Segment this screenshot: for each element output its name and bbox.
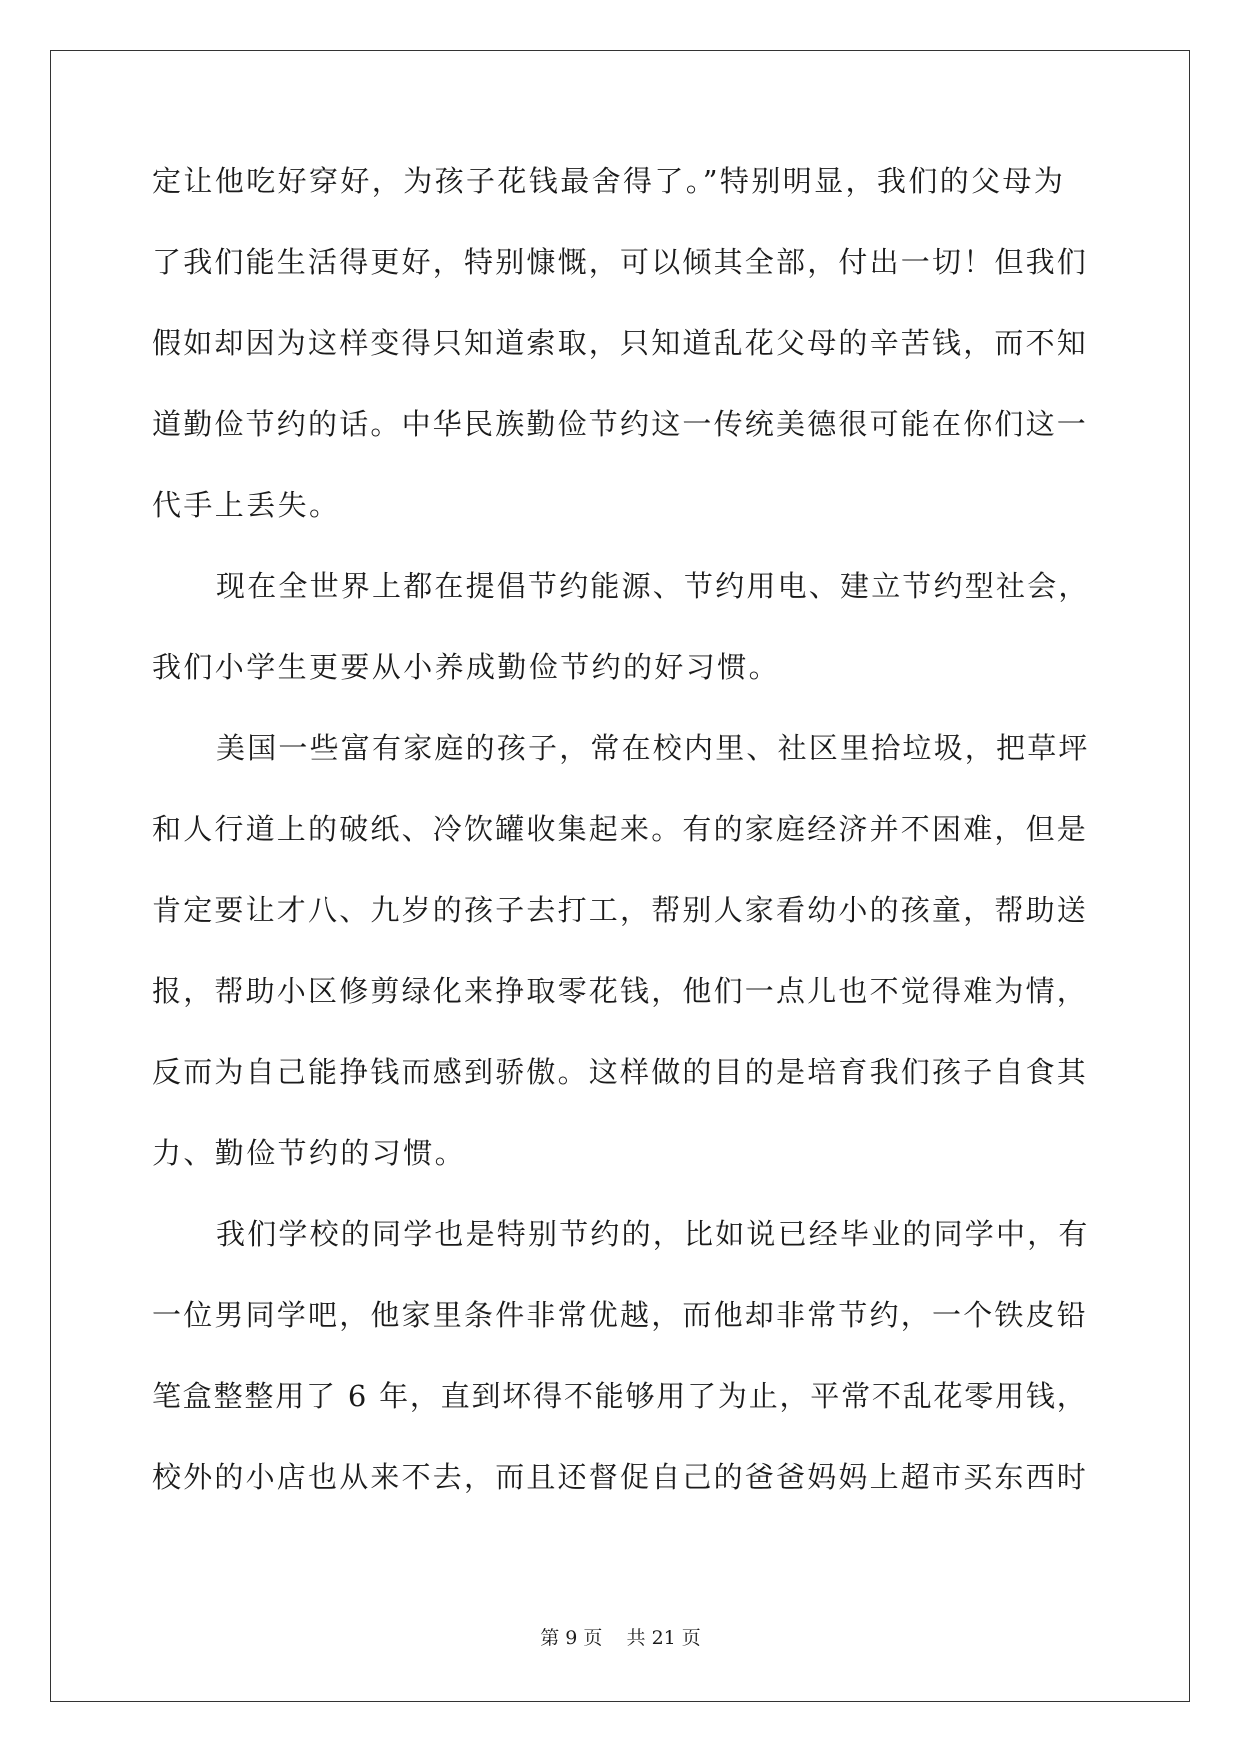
document-body [152, 161, 1092, 1538]
text-line: 现在全世界上都在提倡节约能源、节约用电、建立节约型社会， [216, 569, 1090, 603]
text-line: 笔盒整整用了 6 年，直到坏得不能够用了为止，平常不乱花零用钱， [152, 1379, 1088, 1413]
text-line: 假如却因为这样变得只知道索取，只知道乱花父母的辛苦钱，而不知 [152, 326, 1089, 360]
text-line: 道勤俭节约的话。中华民族勤俭节约这一传统美德很可能在你们这一 [152, 407, 1089, 441]
text-line: 代手上丢失。 [152, 488, 341, 522]
text-line: 反而为自己能挣钱而感到骄傲。这样做的目的是培育我们孩子自食其 [152, 1055, 1089, 1089]
text-line: 美国一些富有家庭的孩子，常在校内里、社区里拾垃圾，把草坪 [216, 731, 1090, 765]
page-number: 第 9 页 共 21 页 [540, 1627, 701, 1649]
text-line: 一位男同学吧，他家里条件非常优越，而他却非常节约，一个铁皮铅 [152, 1298, 1089, 1332]
text-line: 肯定要让才八、九岁的孩子去打工，帮别人家看幼小的孩童，帮助送 [152, 893, 1089, 927]
text-line: 报，帮助小区修剪绿化来挣取零花钱，他们一点儿也不觉得难为情， [152, 974, 1089, 1008]
text-line: 力、勤俭节约的习惯。 [152, 1136, 467, 1170]
text-line: 和人行道上的破纸、冷饮罐收集起来。有的家庭经济并不困难，但是 [152, 812, 1089, 846]
text-line: 我们小学生更要从小养成勤俭节约的好习惯。 [152, 650, 781, 684]
text-line: 校外的小店也从来不去，而且还督促自己的爸爸妈妈上超市买东西时 [152, 1460, 1089, 1494]
text-line: 了我们能生活得更好，特别慷慨，可以倾其全部，付出一切！但我们 [152, 245, 1089, 279]
text-line: 我们学校的同学也是特别节约的，比如说已经毕业的同学中，有 [216, 1217, 1090, 1251]
text-line: 定让他吃好穿好，为孩子花钱最舍得了。”特别明显，我们的父母为 [152, 164, 1066, 198]
